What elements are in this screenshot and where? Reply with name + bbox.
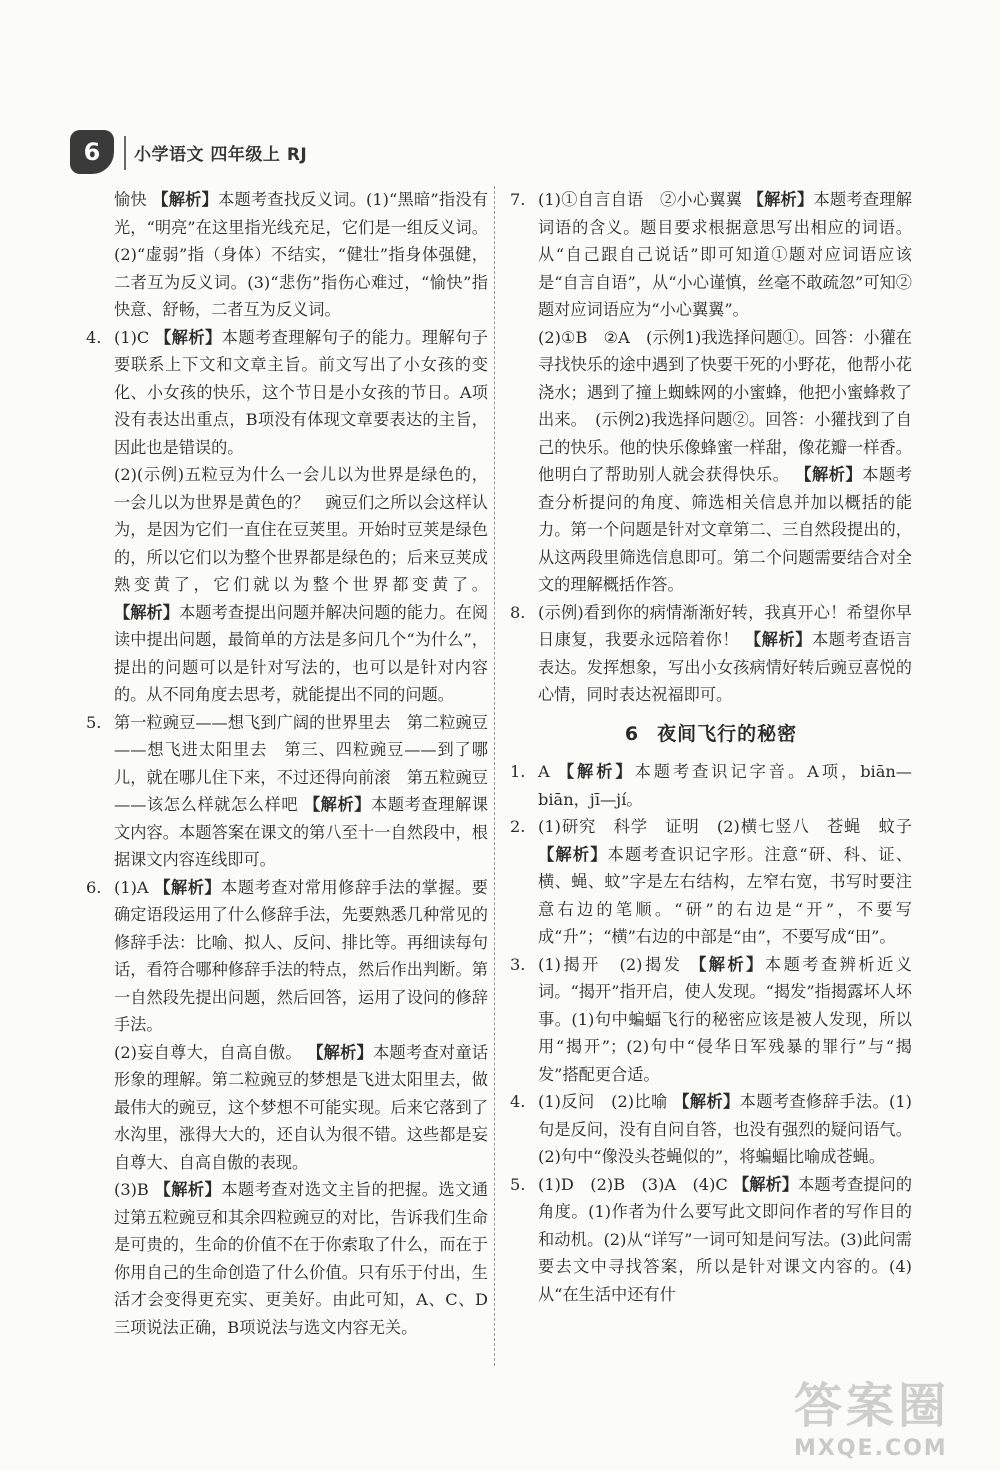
answer-subitem <box>510 324 912 599</box>
answer-item <box>86 709 488 874</box>
watermark-url: MXQE.COM <box>794 1436 948 1461</box>
answer-item <box>510 951 912 1089</box>
answer-item <box>510 599 912 709</box>
answer-text: A <box>538 762 550 781</box>
answer-text: (示例)看到你的病情渐渐好转，我真开心！希望你早日康复，我要永远陪着你！ <box>538 602 912 649</box>
item-number: 2. <box>510 817 526 836</box>
answer-text: (2)①B ②A (示例1)我选择问题①。回答：小獾在寻找快乐的途中遇到了快要干死的小野花，他帮小花浇水；遇到了撞上蜘蛛网的小蜜蜂，他把小蜜蜂救了出来。 (示例2)我选择问题②。回答：小獾找到了自己的快乐。他的快乐像蜂蜜一样甜，像花瓣一样香。他明白了帮助别人就会获得快乐。 <box>538 327 912 484</box>
analysis-text: 本题考查理解句子的能力。理解句子要联系上下文和文章主旨。前文写出了小女孩的变化、小女孩的快乐，这个节日是小女孩的节日。A项没有表达出重点，B项没有体现文章要表达的主旨，因此也是错误的。 <box>114 327 488 457</box>
analysis-text: 本题考查辨析近义词。“揭开”指开启，使人发现。“揭发”指揭露坏人坏事。(1)句中蝙蝠飞行的秘密应该是被人发现，所以用“揭开”；(2)句中“侵华日军残暴的罪行”与“揭发”搭配更合适。 <box>538 954 912 1084</box>
analysis-text: 本题考查对选文主旨的把握。选文通过第五粒豌豆和其余四粒豌豆的对比，告诉我们生命是可贵的，生命的价值不在于你索取了什么，而在于你用自己的生命创造了什么价值。只有乐于付出，生活才会变得更充实、更美好。由此可知，A、C、D三项说法正确，B项说法与选文内容无关。 <box>114 1180 489 1337</box>
watermark-stamp <box>794 1367 984 1463</box>
answer-item <box>510 186 912 324</box>
analysis-label: 【解析】 <box>747 190 814 209</box>
analysis-label: 【解析】 <box>152 190 219 209</box>
page-header <box>70 130 950 178</box>
analysis-label: 【解析】 <box>690 954 765 974</box>
answer-item <box>86 324 488 462</box>
analysis-label: 【解析】 <box>673 1092 740 1111</box>
analysis-label: 【解析】 <box>114 602 180 622</box>
analysis-text: 本题考查分析提问的角度、筛选相关信息并加以概括的能力。第一个问题是针对文章第二、三自然段提出的，从这两段里筛选信息即可。第二个问题需要结合对全文的理解概括作答。 <box>538 465 912 594</box>
item-number: 5. <box>510 1174 526 1194</box>
answer-text: (2)妄自尊大，自高自傲。 <box>114 1042 302 1062</box>
answer-text: (1)C <box>114 327 150 347</box>
item-number: 1. <box>510 762 526 781</box>
section-title <box>510 721 912 749</box>
item-number: 7. <box>510 190 526 209</box>
analysis-text: 本题考查找反义词。(1)“黑暗”指没有光，“明亮”在这里指光线充足，它们是一组反义词。(2)“虚弱”指（身体）不结实，“健壮”指身体强健，二者互为反义词。(3)“悲伤”指伤心难过，“愉快”指快意、舒畅，二者互为反义词。 <box>114 190 489 319</box>
answer-text: 第一粒豌豆——想飞到广阔的世界里去 第二粒豌豆——想飞进太阳里去 第三、四粒豌豆——到了哪儿，就在哪儿住下来，不过还得向前滚 第五粒豌豆——该怎么样就怎么样吧 <box>114 712 488 814</box>
analysis-label: 【解析】 <box>733 1174 799 1194</box>
answer-text: 愉快 <box>114 190 147 209</box>
answer-text: (1)揭开 (2)揭发 <box>538 954 683 974</box>
page-number-badge: 6 <box>70 130 114 174</box>
analysis-text: 本题考查理解课文内容。本题答案在课文的第八至十一自然段中，根据课文内容连线即可。 <box>114 795 489 869</box>
item-number: 4. <box>86 327 102 347</box>
answer-subitem <box>86 461 488 709</box>
analysis-text: 本题考查识记字形。注意“研、科、证、横、蝇、蚊”字是左右结构，左窄右宽，书写时要注意右边的笔顺。“研”的右边是“开”，不要写成“升”；“横”右边的中部是“由”，不要写成“田”。 <box>538 844 913 946</box>
watermark-logo: 答案圈 <box>794 1378 951 1434</box>
answer-item <box>86 874 488 1039</box>
answer-text: (1)D (2)B (3)A (4)C <box>538 1174 728 1194</box>
analysis-label: 【解析】 <box>154 1180 222 1199</box>
answer-subitem <box>86 1176 488 1341</box>
book-title: 小学语文 四年级上 RJ <box>134 145 308 165</box>
column-divider <box>494 186 495 1366</box>
answer-text: (1)反问 (2)比喻 <box>538 1092 668 1111</box>
answer-text: (1)A <box>114 877 149 897</box>
analysis-text: 本题考查对常用修辞手法的掌握。要确定语段运用了什么修辞手法，先要熟悉几种常见的修辞手法：比喻、拟人、反问、排比等。再细读每句话，看符合哪种修辞手法的特点，然后作出判断。第一自然段先提出问题，然后回答，运用了设问的修辞手法。 <box>114 877 488 1034</box>
item-number: 6. <box>86 877 102 897</box>
left-answer-column <box>86 186 488 1341</box>
answer-subitem <box>86 186 488 324</box>
answer-item <box>510 1171 912 1309</box>
answer-item <box>510 758 912 813</box>
right-answer-column <box>510 186 912 1308</box>
answer-text: (2)(示例)五粒豆为什么一会儿以为世界是绿色的，一会儿以为世界是黄色的？ 豌豆们之所以会这样认为，是因为它们一直住在豆荚里。开始时豆荚是绿色的，所以它们以为整个世界都是绿色的；后来豆荚成熟变黄了，它们就以为整个世界都变黄了。 <box>114 465 488 594</box>
analysis-label: 【解析】 <box>307 1042 374 1062</box>
analysis-label: 【解析】 <box>154 327 222 347</box>
answer-subitem <box>86 1039 488 1177</box>
analysis-text: 本题考查对童话形象的理解。第二粒豌豆的梦想是飞进太阳里去，做最伟大的豌豆，这个梦想不可能实现。后来它落到了水沟里，涨得大大的，还自认为很不错。这些都是妄自尊大、自高自傲的表现。 <box>114 1042 489 1172</box>
analysis-label: 【解析】 <box>538 844 608 864</box>
analysis-label: 【解析】 <box>744 630 812 649</box>
section-name: 夜间飞行的秘密 <box>657 722 798 745</box>
section-number: 6 <box>624 722 640 745</box>
analysis-text: 本题考查识记字音。A项，biān—biān，jī—jí。 <box>538 762 912 809</box>
answer-text: (1)研究 科学 证明 (2)横七竖八 苍蝇 蚊子 <box>538 817 912 836</box>
item-number: 3. <box>510 954 526 974</box>
analysis-text: 本题考查修辞手法。(1)句是反问，没有自问自答，也没有强烈的疑问语气。(2)句中“像没头苍蝇似的”，将蝙蝠比喻成苍蝇。 <box>538 1092 912 1166</box>
analysis-text: 本题考查理解词语的含义。题目要求根据意思写出相应的词语。从“自己跟自己说话”即可知道①题对应词语应该是“自言自语”，从“小心谨慎，丝毫不敢疏忽”可知②题对应词语应为“小心翼翼”。 <box>538 190 912 319</box>
answer-item <box>510 1088 912 1171</box>
header-divider <box>124 136 126 170</box>
answer-item <box>510 813 912 951</box>
analysis-text: 本题考查语言表达。发挥想象，写出小女孩病情好转后豌豆喜悦的心情，同时表达祝福即可。 <box>538 630 912 704</box>
analysis-label: 【解析】 <box>154 877 222 897</box>
analysis-text: 本题考查提问的角度。(1)作者为什么要写此文即问作者的写作目的和动机。(2)从“详写”一词可知是问写法。(3)此问需要去文中寻找答案，所以是针对课文内容的。(4)从“在生活中还有什 <box>538 1174 913 1304</box>
answer-text: (3)B <box>114 1180 149 1199</box>
item-number: 4. <box>510 1092 526 1111</box>
analysis-label: 【解析】 <box>795 465 863 484</box>
answer-text: (1)①自言自语 ②小心翼翼 <box>538 190 743 209</box>
analysis-label: 【解析】 <box>303 795 372 814</box>
analysis-label: 【解析】 <box>557 762 635 781</box>
analysis-text: 本题考查提出问题并解决问题的能力。在阅读中提出问题，最简单的方法是多问几个“为什么”，提出的问题可以是针对写法的，也可以是针对内容的。从不同角度去思考，就能提出不同的问题。 <box>114 602 489 704</box>
item-number: 5. <box>86 712 102 732</box>
item-number: 8. <box>510 602 526 622</box>
